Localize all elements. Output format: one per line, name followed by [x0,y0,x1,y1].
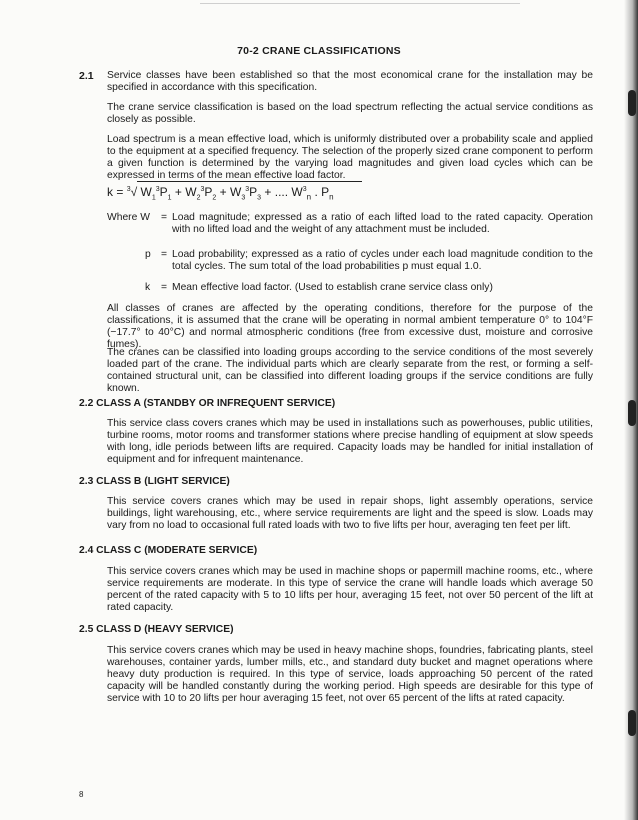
paragraph: All classes of cranes are affected by the operating conditions, therefore for the purpose of the classifications, it is assumed that the crane will be operating in normal ambient temperature 0° to 104°F (−17.7° to 40°C) and normal atmospheric conditions (free from excessive dust, moisture and corrosive fumes). [107,303,593,350]
scan-top-line [200,3,520,4]
section-number: 2.1 [79,70,94,82]
paragraph: This service covers cranes which may be used in machine shops or papermill machine rooms, etc., where service requirements are moderate. In this type of service the crane will handle loads which average 50 percent of the rated capacity with 5 to 10 lifts per hour, averaging 15 feet, not over 50 percent of the lift at rated capacity. [107,566,593,613]
section-heading: 2.5 CLASS D (HEAVY SERVICE) [79,624,234,635]
where-definition: Load magnitude; expressed as a ratio of each lifted load to the rated capacity. Operation with no lifted load and the weight of any attachment must be included. [172,212,593,235]
section-heading: 2.3 CLASS B (LIGHT SERVICE) [79,476,230,487]
where-definition: Mean effective load factor. (Used to establish crane service class only) [172,282,493,293]
where-symbol: Where W [107,212,150,223]
where-equals: = [161,249,168,260]
where-symbol: p [145,249,151,260]
page-title: 70-2 CRANE CLASSIFICATIONS [237,45,401,57]
where-symbol: k [145,282,151,293]
paragraph: Service classes have been established so that the most economical crane for the installation may be specified in accordance with this specification. [107,70,593,93]
binder-hole-top [628,90,636,116]
formula-k: k = $^3$√ $W_1^3P_1 + W_2^3P_2 + W_3^3P_3$ + .... $W^3_n$ . $P_n$ [107,185,334,202]
paragraph: The cranes can be classified into loading groups according to the service conditions of the most severely loaded part of the crane. The individual parts which are clearly separate from the rest, or forming a self-contained structural unit, can be classified into different loading groups if the service conditions are fully known. [107,347,593,394]
paragraph: This service covers cranes which may be used in repair shops, light assembly operations, service buildings, light warehousing, etc., where service requirements are light and the speed is slow. Loads may vary from no load to occasional full rated loads with two to five lifts per hour, averaging ten feet per lift. [107,496,593,531]
binder-hole-middle [628,400,636,426]
section-heading: 2.2 CLASS A (STANDBY OR INFREQUENT SERVICE) [79,398,336,409]
page-number: 8 [79,790,84,799]
binder-hole-bottom [628,710,636,736]
paragraph: This service class covers cranes which may be used in installations such as powerhouses, public utilities, turbine rooms, motor rooms and transformer stations where precise handling of equipment at slow speeds with long, idle periods between lifts are required. Capacity loads may be handled for initial installation of equipment and for infrequent maintenance. [107,418,593,465]
section-heading: 2.4 CLASS C (MODERATE SERVICE) [79,545,258,556]
where-equals: = [161,212,168,223]
paragraph: This service covers cranes which may be used in heavy machine shops, foundries, fabricating plants, steel warehouses, container yards, lumber mills, etc., and standard duty bucket and magnet operations where heavy duty production is required. In this type of service, loads approaching 50 percent of the rated capacity will be handled constantly during the working period. High speeds are desirable for this type of service with 10 to 20 lifts per hour averaging 15 feet, not over 65 percent of the lifts at rated capacity. [107,645,593,704]
paragraph: Load spectrum is a mean effective load, which is uniformly distributed over a probability scale and applied to the equipment at a specified frequency. The selection of the properly sized crane component to perform a given function is determined by the varying load magnitudes and given load cycles which can be expressed in terms of the mean effective load factor. [107,134,593,181]
paragraph: The crane service classification is based on the load spectrum reflecting the actual service conditions as closely as possible. [107,102,593,125]
where-definition: Load probability; expressed as a ratio of cycles under each load magnitude condition to the total cycles. The sum total of the load probabilities p must equal 1.0. [172,249,593,272]
where-equals: = [161,282,168,293]
